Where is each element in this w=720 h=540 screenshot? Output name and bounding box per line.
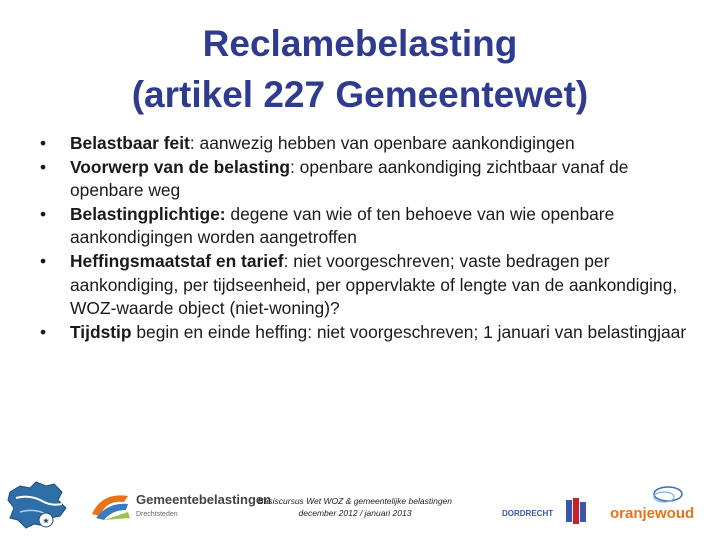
oranjewoud-logo xyxy=(606,484,714,528)
bullet-list xyxy=(40,132,690,344)
dordrecht-logo xyxy=(500,494,592,528)
bullet-item xyxy=(40,132,690,156)
bullet-term: Belastingplichtige: xyxy=(70,203,226,224)
gemeentebelastingen-logo xyxy=(88,488,272,524)
svg-text:★: ★ xyxy=(42,518,50,525)
bullet-term: Belastbaar feit xyxy=(70,133,190,153)
bullet-term: Tijdstip xyxy=(70,321,132,342)
footer-caption-line-2: december 2012 / januari 2013 xyxy=(298,508,412,518)
bullet-text: degene van wie of ten behoeve van wie openbare aankondigingen worden aangetroffen xyxy=(70,203,615,248)
bullet-item xyxy=(40,250,690,321)
bullet-dot: • xyxy=(40,203,47,224)
footer-caption-line-1: Basiscursus Wet WOZ & gemeentelijke belastingen xyxy=(257,496,452,506)
drechtsteden-map-logo xyxy=(6,478,72,530)
bullet-text: : openbare aankondiging zichtbaar vanaf de openbare weg xyxy=(70,156,629,201)
dordrecht-name: DORDRECHT xyxy=(502,509,554,518)
gemeentebelastingen-name: Gemeentebelastingen xyxy=(136,492,272,507)
title-line-2: (artikel 227 Gemeentewet) xyxy=(131,74,589,115)
bullet-item xyxy=(40,203,690,250)
bullet-text: begin en einde heffing: niet voorgeschreven; 1 januari van belastingjaar xyxy=(131,321,687,342)
slide-title xyxy=(40,18,680,120)
footer-caption xyxy=(240,495,470,519)
bullet-item xyxy=(40,156,690,203)
bullet-dot: • xyxy=(40,156,47,177)
gemeentebelastingen-sub: Drechtsteden xyxy=(136,511,178,518)
bullet-text: : aanwezig hebben van openbare aankondigingen xyxy=(189,133,575,153)
bullet-item xyxy=(40,321,690,345)
bullet-dot: • xyxy=(40,321,47,342)
bullet-term: Voorwerp van de belasting xyxy=(70,156,291,177)
bullet-dot: • xyxy=(40,250,47,271)
oranjewoud-name: oranjewoud xyxy=(610,505,695,522)
title-line-1: Reclamebelasting xyxy=(202,23,518,64)
bullet-dot: • xyxy=(40,133,47,153)
bullet-term: Heffingsmaatstaf en tarief xyxy=(70,250,284,271)
bullet-text: : niet voorgeschreven; vaste bedragen per aankondiging, per tijdseenheid, per oppervlakte of lengte van de aankondiging, WOZ-waarde object (niet-woning)? xyxy=(70,250,678,319)
